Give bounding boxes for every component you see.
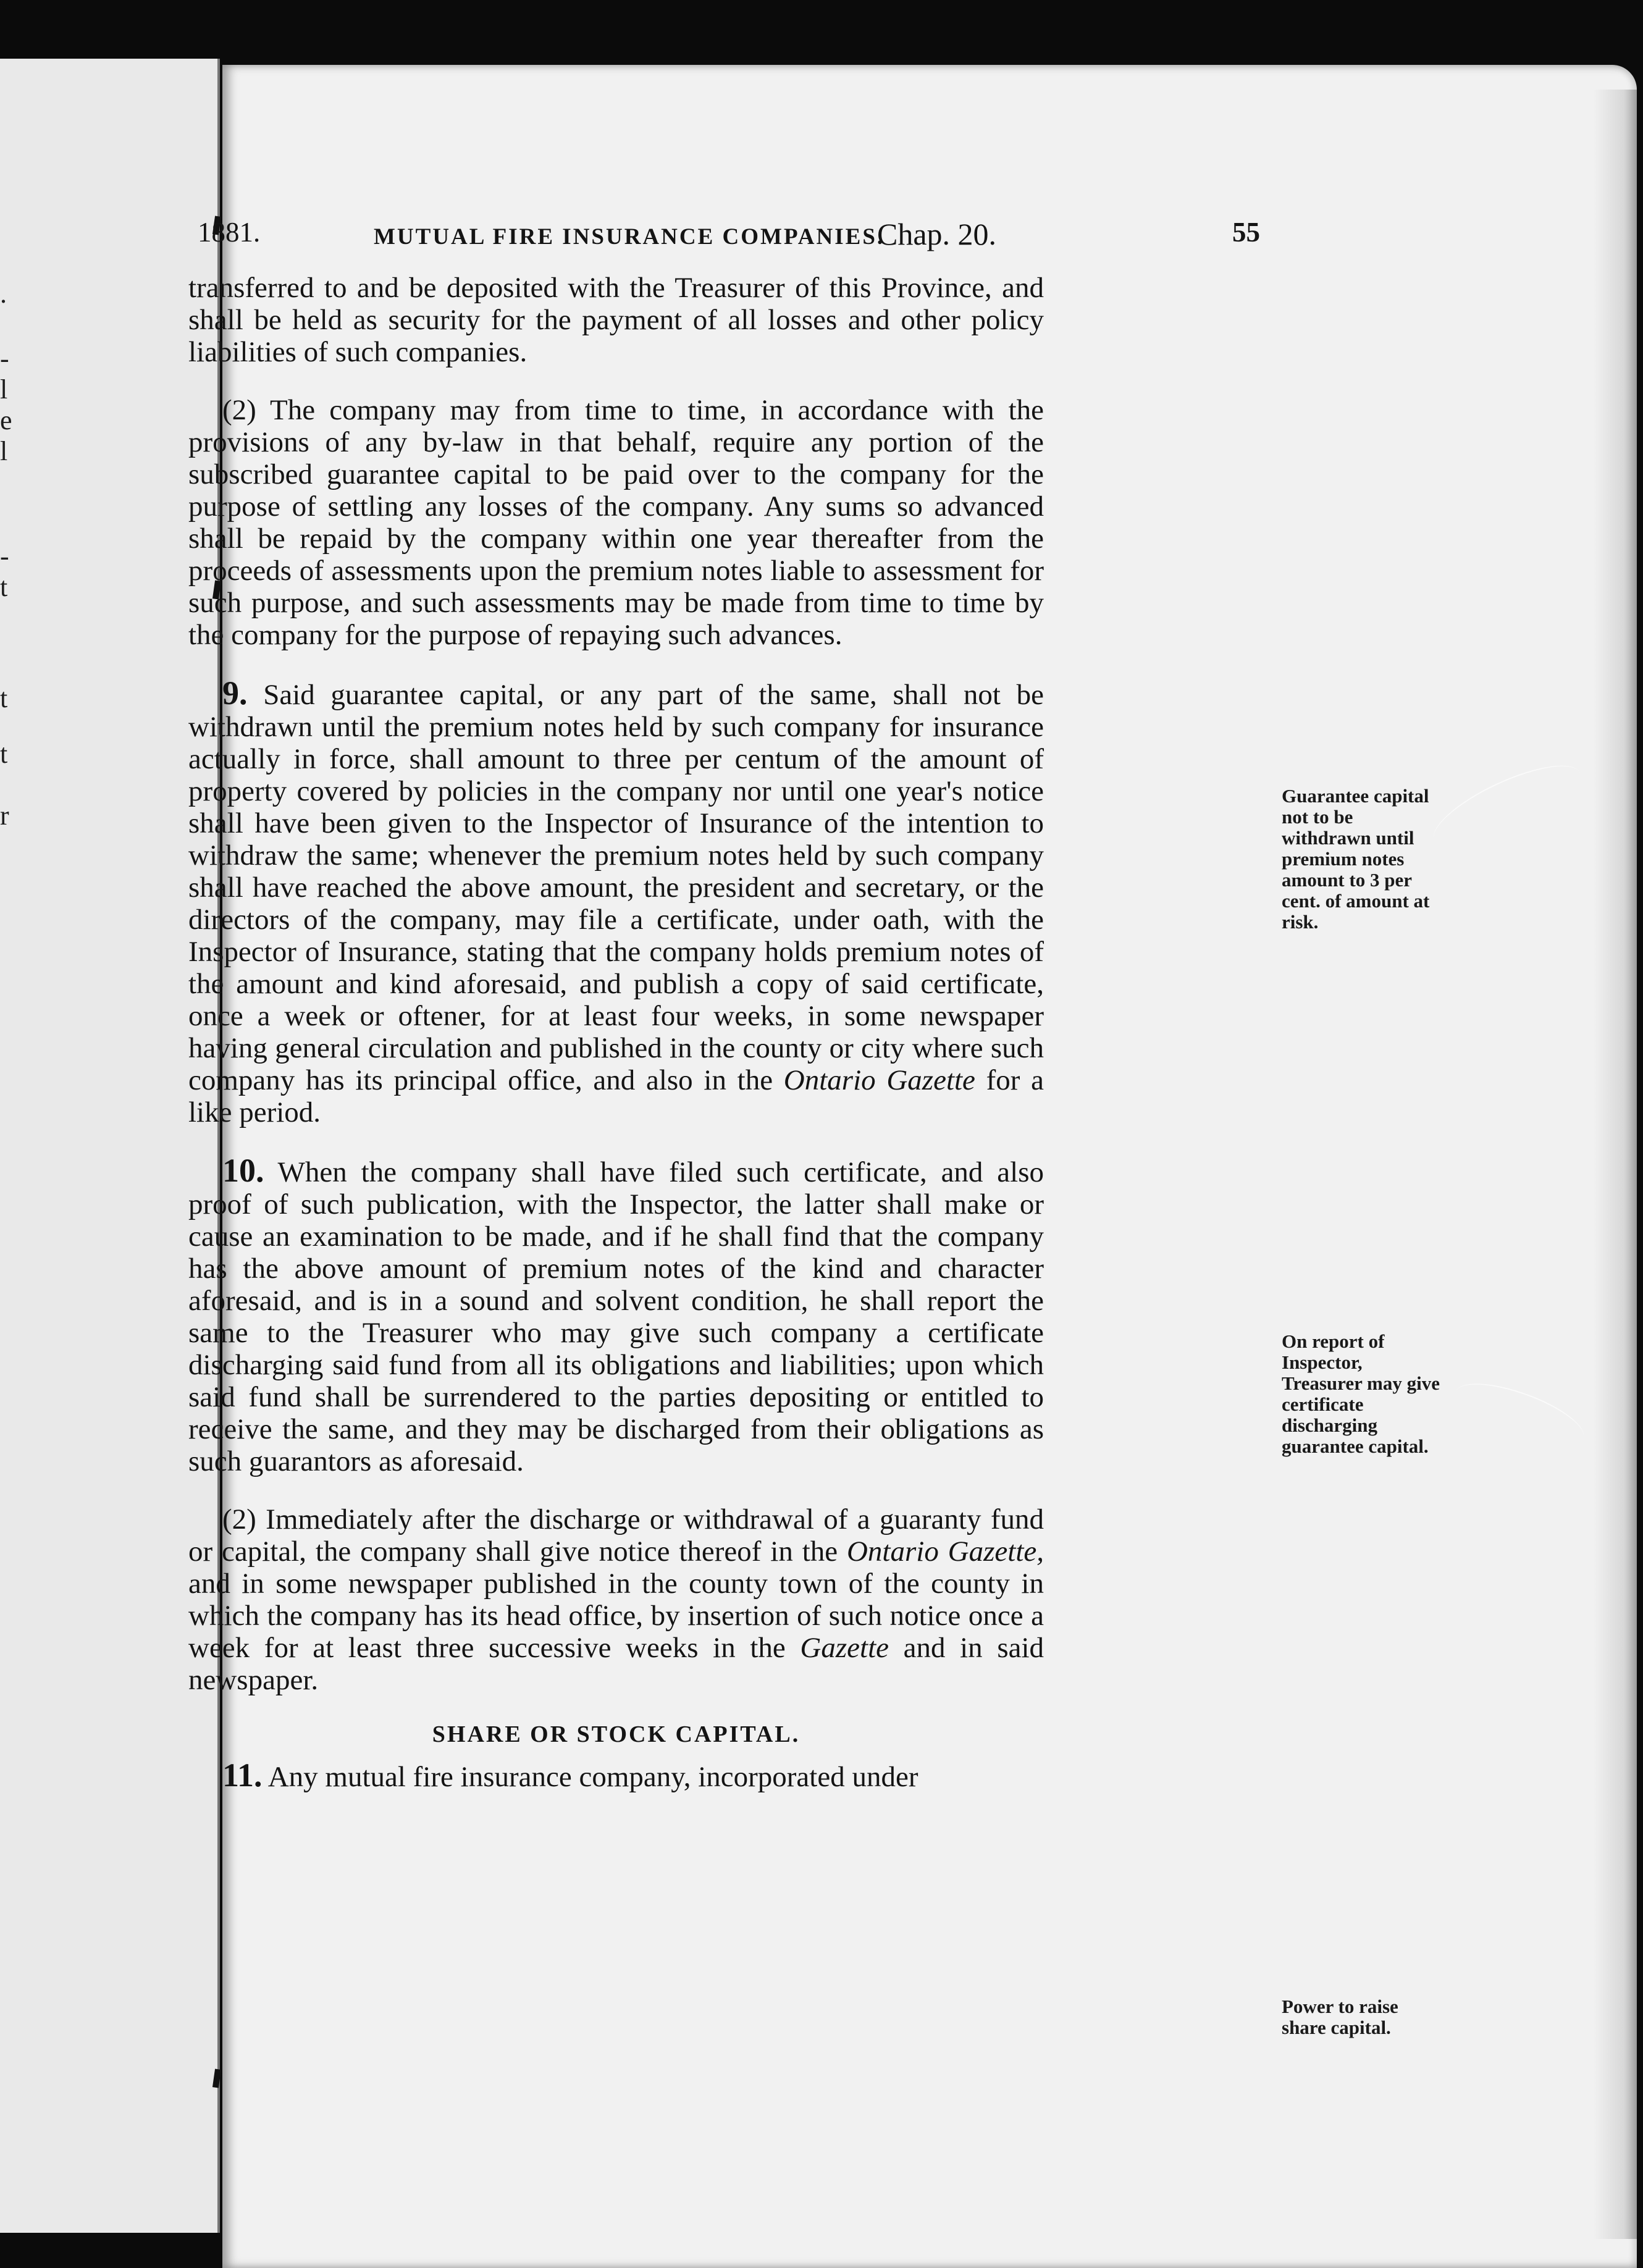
page-body <box>188 272 1044 1793</box>
facing-page-char: . <box>0 279 7 309</box>
sidenote-section-10: On report of Inspector, Treasurer may give certificate discharging guarantee capital. <box>1282 1330 1440 1457</box>
header-year: 1881. <box>198 217 261 248</box>
page-edge-shadow <box>1594 90 1637 2239</box>
section-10 <box>188 1154 1044 1477</box>
subsection-10-2-text-mid: and in some newspaper published in the county town of the county in which the company has its head office, by insertion of such notice once a week for at least three successive weeks in the <box>188 1568 1044 1664</box>
section-9-text-end: for a like period. <box>188 1064 1044 1128</box>
section-11-text: Any mutual fire insurance company, incorporated under <box>267 1761 918 1793</box>
page-number: 55 <box>1232 217 1260 248</box>
facing-page-char: t <box>0 739 8 769</box>
section-number: 10. <box>222 1152 264 1189</box>
facing-page-char: - <box>0 343 9 374</box>
gazette-title: Ontario Gazette, <box>846 1535 1044 1568</box>
facing-page-char: t <box>0 683 8 713</box>
subsection-10-2 <box>188 1503 1044 1696</box>
subsection-10-2-text-end: and in said newspaper. <box>188 1632 1044 1696</box>
scan-scratch <box>1424 750 1590 863</box>
section-number: 9. <box>222 674 248 712</box>
section-9-text: Said guarantee capital, or any part of the same, shall not be withdrawn until the premium notes held by such company for insurance actually in force, shall amount to three per centum of the amount of property covered by policies in the company nor until one year's notice shall have been given to the Inspector of Insurance of the intention to withdraw the same; whenever the premium notes held by such company shall have reached the above amount, the president and secretary, or the directors of the company, may file a certificate, under oath, with the Inspector of Insurance, stating that the company holds premium notes of the amount and kind aforesaid, and publish a copy of said certificate, once a week or oftener, for at least four weeks, in some newspaper having general circulation and published in the county or city where such company has its principal office, and also in the <box>188 679 1044 1096</box>
facing-page-edge <box>0 59 220 2233</box>
facing-page-char: l <box>0 374 8 405</box>
section-10-text: When the company shall have filed such certificate, and also proof of such publication, with the Inspector, the latter shall make or cause an examination to be made, and if he shall find that the company has the above amount of premium notes of the kind and character aforesaid, and is in a sound and solvent condition, he shall report the same to the Treasurer who may give such company a certificate discharging said fund from all its obligations and liabilities; upon which said fund shall be surrendered to the parties depositing or entitled to receive the same, and they may be discharged from their obligations as such guarantors as aforesaid. <box>188 1156 1044 1477</box>
scan-scratch <box>1448 1371 1590 1460</box>
header-title: MUTUAL FIRE INSURANCE COMPANIES. <box>374 224 885 250</box>
subsection-8-2: (2) The company may from time to time, in accordance with the provisions of any by-law in that behalf, require any portion of the subscribed guarantee capital to be paid over to the company for the purpose of settling any losses of the company. Any sums so advanced shall be repaid by the company within one year thereafter from the proceeds of assessments upon the premium notes liable to assessment for such purpose, and such assessments may be made from time to time by the company for the purpose of repaying such advances. <box>188 394 1044 651</box>
gazette-title: Ontario Gazette <box>783 1064 975 1096</box>
facing-page-char: t <box>0 572 8 602</box>
section-number: 11. <box>222 1757 263 1794</box>
sidenote-section-11: Power to raise share capital. <box>1282 1996 1398 2038</box>
section-9 <box>188 674 1044 1128</box>
section-11 <box>188 1759 1044 1793</box>
header-chapter: Chap. 20. <box>877 217 997 251</box>
section-heading: SHARE OR STOCK CAPITAL. <box>432 1721 800 1747</box>
paragraph-continued: transferred to and be deposited with the Treasurer of this Province, and shall be held as security for the payment of all losses and other policy liabilities of such companies. <box>188 272 1044 368</box>
subsection-10-2-text: (2) Immediately after the discharge or withdrawal of a guaranty fund or capital, the company shall give notice thereof in the <box>188 1503 1044 1568</box>
facing-page-char: - <box>0 541 9 571</box>
running-header <box>198 216 1260 266</box>
facing-page-char: l <box>0 436 8 466</box>
gazette-title: Gazette <box>800 1632 889 1664</box>
facing-page-char: e <box>0 405 12 435</box>
facing-page-char: r <box>0 800 9 831</box>
sidenote-section-9: Guarantee capital not to be withdrawn until premium notes amount to 3 per cent. of amount at risk. <box>1282 785 1430 933</box>
